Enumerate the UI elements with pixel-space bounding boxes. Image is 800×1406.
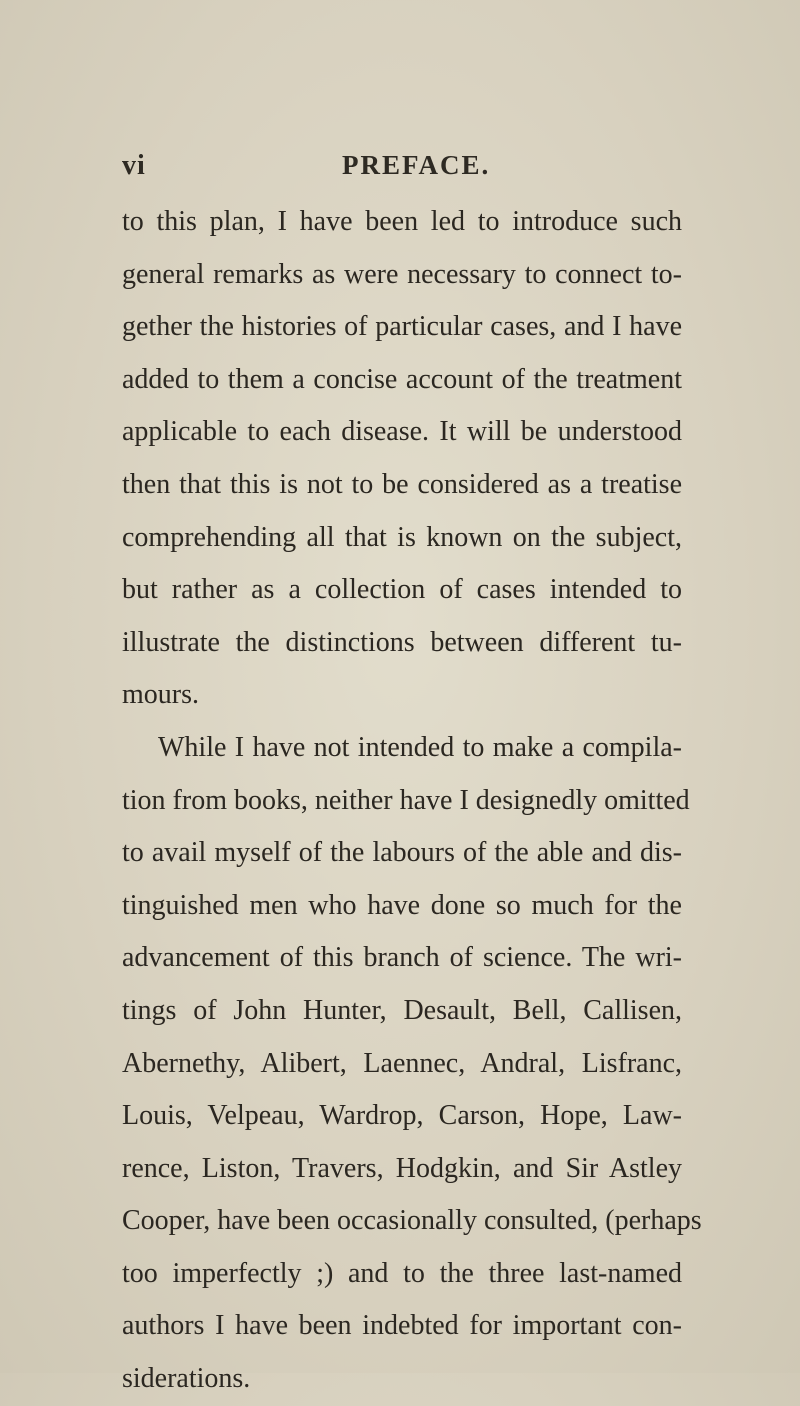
body-text (122, 196, 702, 1406)
text-line: advancement of this branch of science. The wri- (122, 942, 682, 974)
text-line: tinguished men who have done so much for the (122, 889, 682, 921)
running-head: PREFACE. (342, 150, 491, 180)
text-line: gether the histories of particular cases, and I have (122, 311, 682, 343)
text-line: tings of John Hunter, Desault, Bell, Callisen, (122, 994, 682, 1026)
text-line: illustrate the distinctions between different tu- (122, 626, 682, 658)
page-number: vi (122, 150, 146, 181)
paragraph-start-line: While I have not intended to make a compila- (158, 731, 682, 763)
text-line: added to them a concise account of the treatment (122, 363, 682, 395)
text-line: comprehending all that is known on the subject, (122, 521, 682, 553)
text-line: too imperfectly ;) and to the three last-named (122, 1257, 682, 1289)
text-line: authors I have been indebted for important con- (122, 1310, 682, 1342)
text-line: to this plan, I have been led to introduce such (122, 206, 682, 237)
text-line: general remarks as were necessary to connect to- (122, 258, 682, 290)
text-line: Abernethy, Alibert, Laennec, Andral, Lisfranc, (122, 1047, 682, 1079)
text-line: then that this is not to be considered as a treatise (122, 468, 682, 500)
text-line: tion from books, neither have I designedly omitted (122, 784, 690, 816)
paragraph-end-line: siderations. (122, 1363, 251, 1395)
text-line: Cooper, have been occasionally consulted, (perhaps (122, 1205, 702, 1237)
text-line: but rather as a collection of cases intended to (122, 574, 682, 606)
page-header (122, 150, 682, 194)
text-line: applicable to each disease. It will be understood (122, 416, 682, 448)
text-line: to avail myself of the labours of the able and dis- (122, 837, 682, 869)
text-line: rence, Liston, Travers, Hodgkin, and Sir Astley (122, 1152, 682, 1184)
paragraph-end-line: mours. (122, 679, 199, 711)
text-line: Louis, Velpeau, Wardrop, Carson, Hope, Law- (122, 1100, 682, 1132)
